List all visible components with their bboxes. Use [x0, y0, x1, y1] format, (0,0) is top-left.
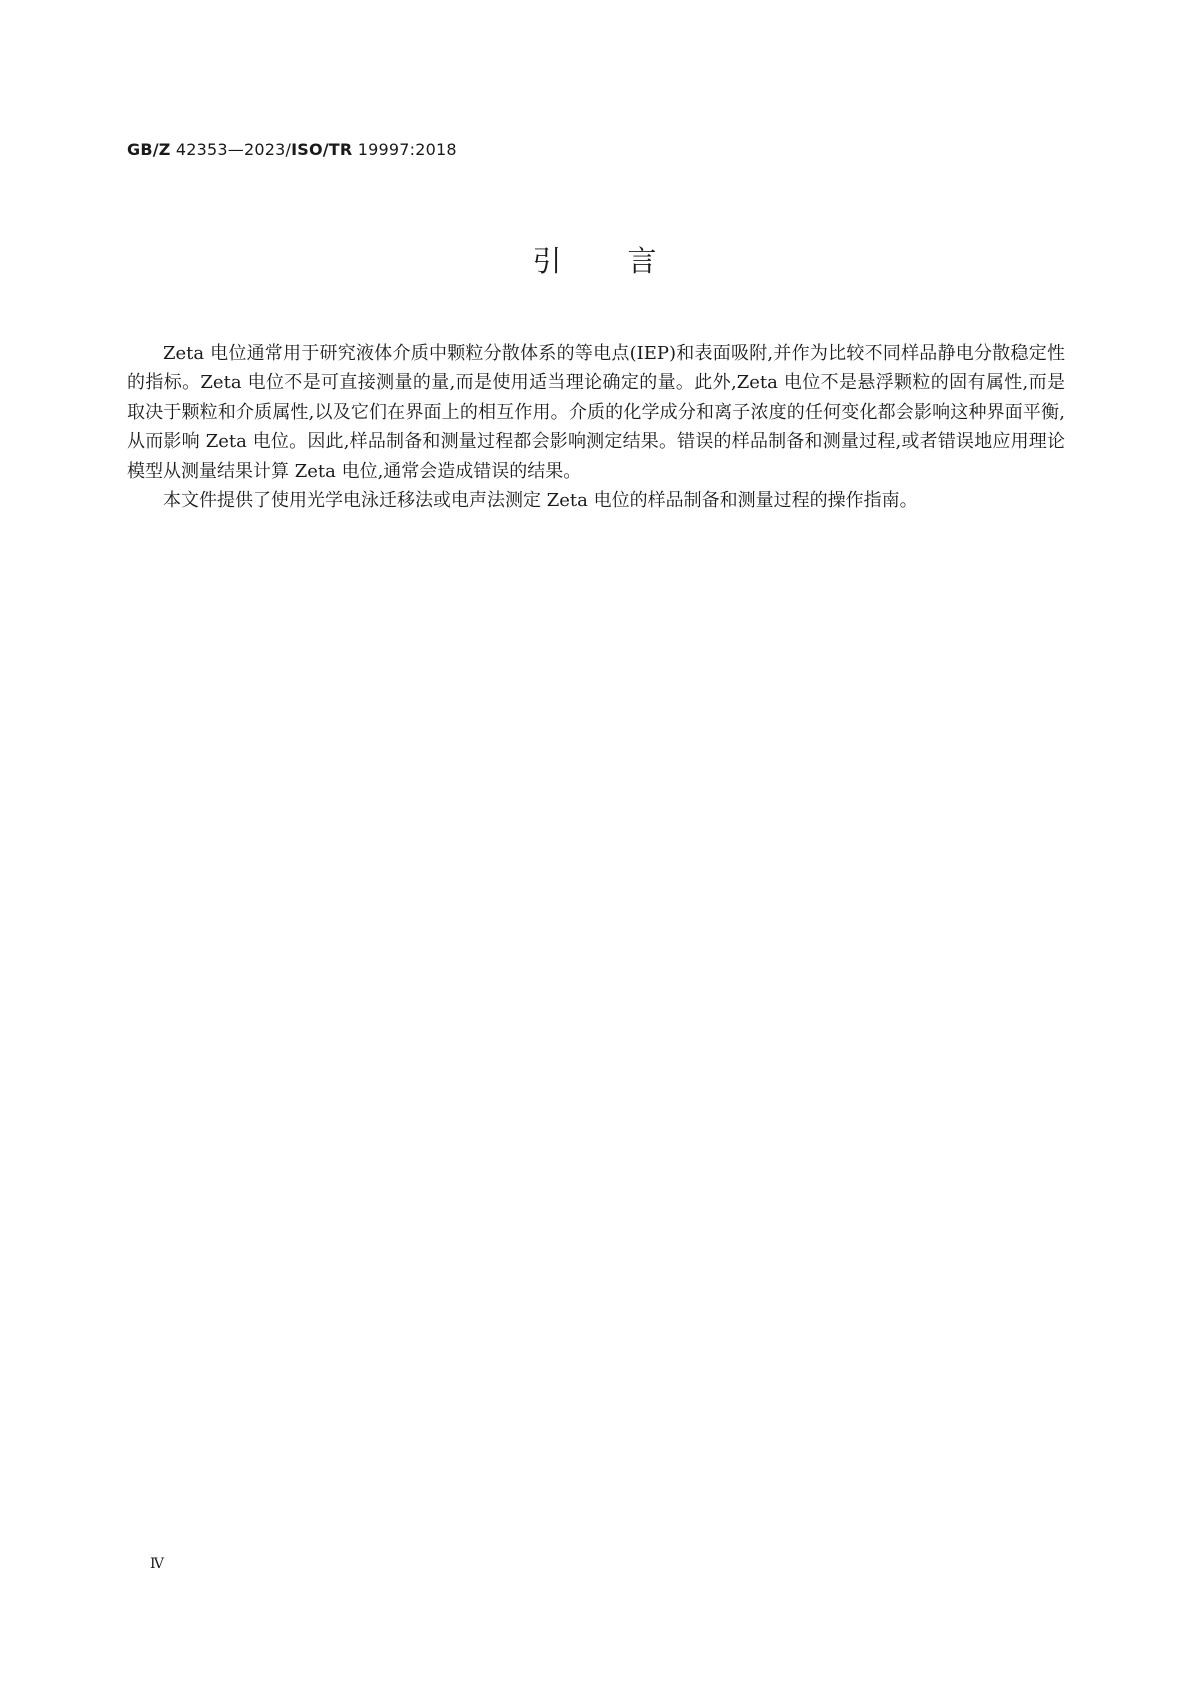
- paragraph-2: 本文件提供了使用光学电泳迁移法或电声法测定 Zeta 电位的样品制备和测量过程的操作指南。: [163, 490, 918, 512]
- section-title-char-2: 言: [627, 244, 659, 278]
- iso-prefix: ISO/TR: [291, 140, 353, 159]
- page-number: Ⅳ: [150, 1556, 164, 1572]
- standard-number-header: [127, 140, 457, 159]
- section-title-char-1: 引: [532, 244, 564, 278]
- paragraph-1: Zeta 电位通常用于研究液体介质中颗粒分散体系的等电点(IEP)和表面吸附,并作为比较不同样品静电分散稳定性的指标。Zeta 电位不是可直接测量的量,而是使用适当理论确定的量。此外,Zeta 电位不是悬浮颗粒的固有属性,而是取决于颗粒和介质属性,以及它们在界面上的相互作用。介质的化学成分和离子浓度的任何变化都会影响这种界面平衡,从而影响 Zeta 电位。因此,样品制备和测量过程都会影响测定结果。错误的样品制备和测量过程,或者错误地应用理论模型从测量结果计算 Zeta 电位,通常会造成错误的结果。: [127, 343, 1065, 482]
- section-title: [0, 242, 1191, 280]
- standard-number: 42353—2023/: [170, 140, 292, 159]
- iso-number: 19997:2018: [352, 140, 457, 159]
- standard-prefix: GB/Z: [127, 140, 171, 159]
- introduction-body: [127, 339, 1065, 515]
